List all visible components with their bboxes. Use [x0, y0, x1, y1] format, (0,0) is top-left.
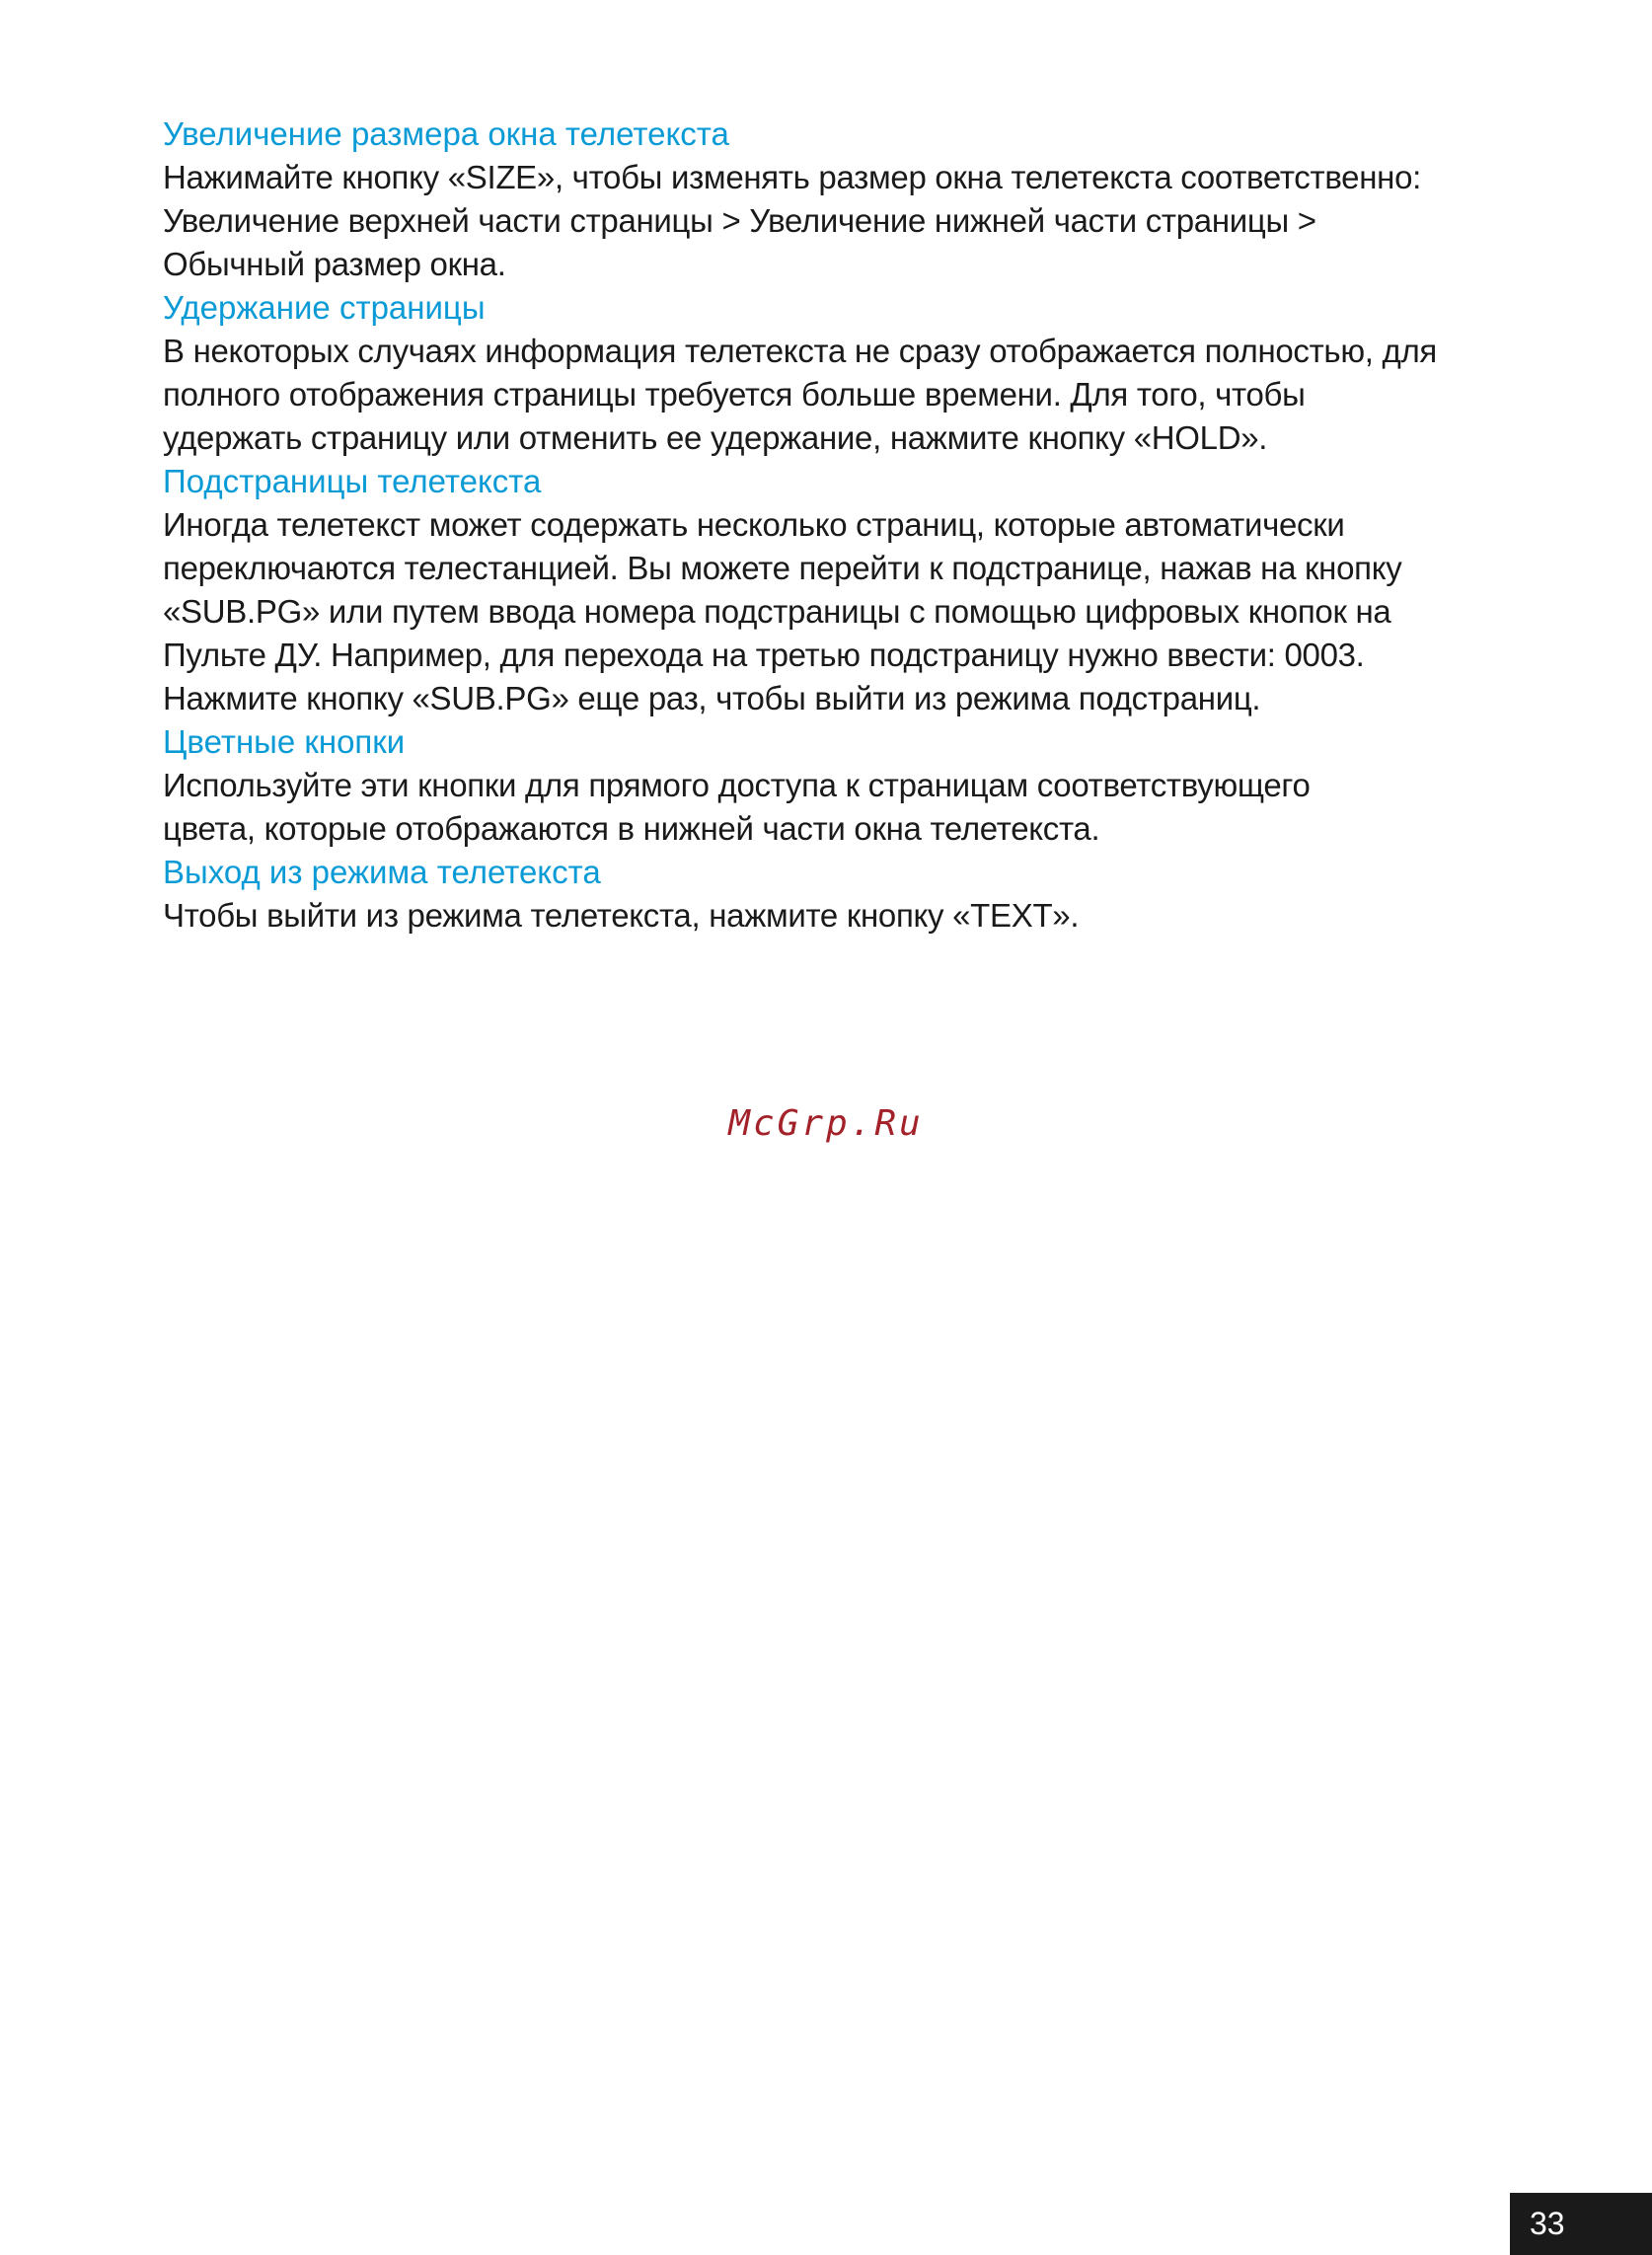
text-line: Нажмите кнопку «SUB.PG» еще раз, чтобы выйти из режима подстраниц.: [163, 680, 1261, 716]
text-line: Нажимайте кнопку «SIZE», чтобы изменять размер окна телетекста соответственно:: [163, 159, 1422, 195]
heading-size: Увеличение размера окна телетекста: [163, 115, 729, 152]
paragraph-subpages: [163, 503, 1525, 720]
text-line: Увеличение верхней части страницы > Увеличение нижней части страницы >: [163, 202, 1316, 239]
document-body: [163, 113, 1525, 938]
paragraph-color-buttons: [163, 764, 1525, 851]
watermark: McGrp.Ru: [728, 1103, 924, 1144]
text-line: переключаются телестанцией. Вы можете перейти к подстранице, нажав на кнопку: [163, 550, 1402, 586]
paragraph-hold: [163, 330, 1525, 460]
text-line: удержать страницу или отменить ее удержание, нажмите кнопку «HOLD».: [163, 419, 1268, 456]
text-line: Чтобы выйти из режима телетекста, нажмите кнопку «TEXT».: [163, 897, 1080, 934]
text-line: цвета, которые отображаются в нижней части окна телетекста.: [163, 810, 1100, 847]
heading-exit: Выход из режима телетекста: [163, 854, 601, 890]
text-line: Пульте ДУ. Например, для перехода на третью подстраницу нужно ввести: 0003.: [163, 637, 1365, 673]
heading-color-buttons: Цветные кнопки: [163, 723, 406, 760]
paragraph-exit: [163, 894, 1525, 938]
heading-subpages: Подстраницы телетекста: [163, 463, 542, 499]
text-line: «SUB.PG» или путем ввода номера подстраницы с помощью цифровых кнопок на: [163, 593, 1391, 630]
page-number: 33: [1510, 2193, 1652, 2255]
paragraph-size: [163, 156, 1525, 286]
text-line: Обычный размер окна.: [163, 246, 506, 282]
heading-hold: Удержание страницы: [163, 289, 486, 326]
text-line: Иногда телетекст может содержать несколько страниц, которые автоматически: [163, 506, 1345, 543]
text-line: Используйте эти кнопки для прямого доступа к страницам соответствующего: [163, 767, 1311, 803]
text-line: В некоторых случаях информация телетекста не сразу отображается полностью, для: [163, 333, 1437, 369]
text-line: полного отображения страницы требуется больше времени. Для того, чтобы: [163, 376, 1306, 413]
